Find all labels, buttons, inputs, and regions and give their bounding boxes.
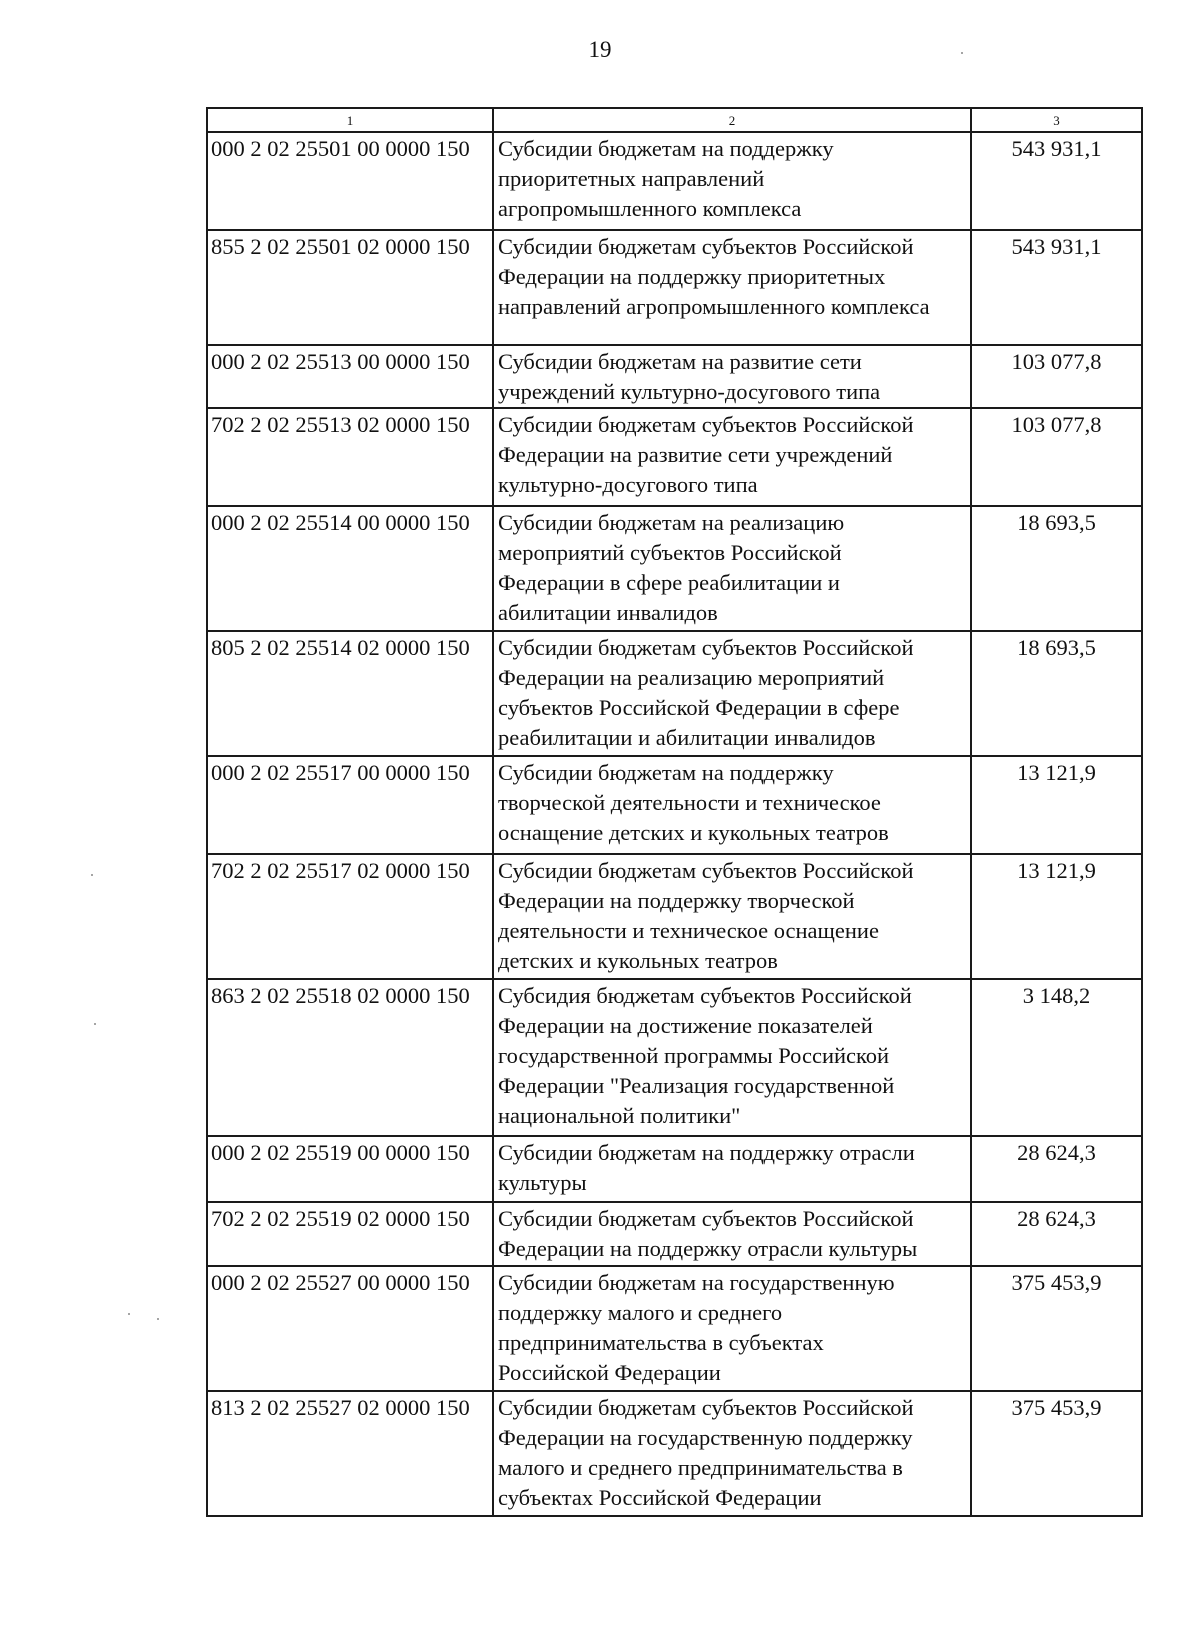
description-line: Субсидии бюджетам на поддержку отрасли — [498, 1140, 915, 1165]
description-line: Субсидия бюджетам субъектов Российской — [498, 983, 912, 1008]
description-line: Федерации на поддержку приоритетных — [498, 264, 886, 289]
amount-value: 13 121,9 — [971, 854, 1142, 979]
description-line: Федерации в сфере реабилитации и — [498, 570, 840, 595]
description-line: Субсидии бюджетам на реализацию — [498, 510, 845, 535]
amount-value: 13 121,9 — [971, 756, 1142, 854]
income-description — [493, 979, 971, 1136]
income-description — [493, 756, 971, 854]
income-description — [493, 132, 971, 230]
income-description — [493, 631, 971, 756]
header-col-3: 3 — [971, 108, 1142, 132]
description-line: субъектах Российской Федерации — [498, 1485, 822, 1510]
income-description — [493, 1202, 971, 1266]
amount-value: 375 453,9 — [971, 1266, 1142, 1391]
budget-code: 813 2 02 25527 02 0000 150 — [207, 1391, 493, 1516]
table-row — [207, 979, 1142, 1136]
table-row — [207, 1391, 1142, 1516]
description-line: Субсидии бюджетам субъектов Российской — [498, 635, 914, 660]
description-line: реабилитации и абилитации инвалидов — [498, 725, 876, 750]
budget-code: 000 2 02 25527 00 0000 150 — [207, 1266, 493, 1391]
budget-code: 000 2 02 25517 00 0000 150 — [207, 756, 493, 854]
description-line: культуры — [498, 1170, 587, 1195]
amount-value: 28 624,3 — [971, 1136, 1142, 1202]
description-line: агропромышленного комплекса — [498, 196, 802, 221]
description-line: направлений агропромышленного комплекса — [498, 294, 930, 319]
income-description — [493, 1136, 971, 1202]
description-line: Федерации на достижение показателей — [498, 1013, 873, 1038]
description-line: мероприятий субъектов Российской — [498, 540, 842, 565]
budget-code: 000 2 02 25514 00 0000 150 — [207, 506, 493, 631]
income-description — [493, 408, 971, 506]
description-line: Субсидии бюджетам на государственную — [498, 1270, 895, 1295]
description-line: Субсидии бюджетам на поддержку — [498, 760, 834, 785]
description-line: Федерации на государственную поддержку — [498, 1425, 913, 1450]
income-description — [493, 1266, 971, 1391]
budget-code: 000 2 02 25519 00 0000 150 — [207, 1136, 493, 1202]
description-line: предпринимательства в субъектах — [498, 1330, 824, 1355]
table-row — [207, 1136, 1142, 1202]
page-number: 19 — [588, 37, 612, 62]
scan-speck — [157, 1318, 159, 1320]
header-col-1: 1 — [207, 108, 493, 132]
amount-value: 18 693,5 — [971, 506, 1142, 631]
table-row — [207, 631, 1142, 756]
table-row — [207, 506, 1142, 631]
amount-value: 3 148,2 — [971, 979, 1142, 1136]
table-row — [207, 230, 1142, 345]
amount-value: 103 077,8 — [971, 345, 1142, 408]
description-line: Российской Федерации — [498, 1360, 721, 1385]
amount-value: 28 624,3 — [971, 1202, 1142, 1266]
table-row — [207, 1266, 1142, 1391]
budget-code: 805 2 02 25514 02 0000 150 — [207, 631, 493, 756]
description-line: национальной политики" — [498, 1103, 741, 1128]
description-line: оснащение детских и кукольных театров — [498, 820, 889, 845]
description-line: Субсидии бюджетам субъектов Российской — [498, 234, 914, 259]
description-line: Субсидии бюджетам на поддержку — [498, 136, 834, 161]
amount-value: 375 453,9 — [971, 1391, 1142, 1516]
budget-code: 702 2 02 25517 02 0000 150 — [207, 854, 493, 979]
table-row — [207, 132, 1142, 230]
scan-speck — [128, 1313, 130, 1315]
table-row — [207, 408, 1142, 506]
budget-code: 863 2 02 25518 02 0000 150 — [207, 979, 493, 1136]
scan-speck — [94, 1023, 96, 1025]
description-line: Федерации на реализацию мероприятий — [498, 665, 885, 690]
description-line: Федерации "Реализация государственной — [498, 1073, 895, 1098]
description-line: учреждений культурно-досугового типа — [498, 379, 881, 404]
description-line: малого и среднего предпринимательства в — [498, 1455, 903, 1480]
description-line: творческой деятельности и техническое — [498, 790, 881, 815]
description-line: Субсидии бюджетам субъектов Российской — [498, 1206, 914, 1231]
header-row — [207, 108, 1142, 132]
table-header — [207, 108, 1142, 132]
description-line: приоритетных направлений — [498, 166, 765, 191]
budget-code: 702 2 02 25513 02 0000 150 — [207, 408, 493, 506]
description-line: деятельности и техническое оснащение — [498, 918, 879, 943]
description-line: государственной программы Российской — [498, 1043, 890, 1068]
budget-code: 000 2 02 25501 00 0000 150 — [207, 132, 493, 230]
description-line: Субсидии бюджетам субъектов Российской — [498, 412, 914, 437]
amount-value: 18 693,5 — [971, 631, 1142, 756]
description-line: Федерации на поддержку творческой — [498, 888, 855, 913]
description-line: детских и кукольных театров — [498, 948, 778, 973]
description-line: Субсидии бюджетам на развитие сети — [498, 349, 862, 374]
description-line: субъектов Российской Федерации в сфере — [498, 695, 900, 720]
amount-value: 543 931,1 — [971, 230, 1142, 345]
budget-code: 855 2 02 25501 02 0000 150 — [207, 230, 493, 345]
income-description — [493, 345, 971, 408]
scan-speck — [961, 52, 963, 54]
table-body — [207, 132, 1142, 1516]
header-col-2: 2 — [493, 108, 971, 132]
table-row — [207, 854, 1142, 979]
description-line: Федерации на поддержку отрасли культуры — [498, 1236, 918, 1261]
description-line: Субсидии бюджетам субъектов Российской — [498, 858, 914, 883]
budget-code: 702 2 02 25519 02 0000 150 — [207, 1202, 493, 1266]
description-line: поддержку малого и среднего — [498, 1300, 783, 1325]
table-row — [207, 1202, 1142, 1266]
income-description — [493, 854, 971, 979]
amount-value: 543 931,1 — [971, 132, 1142, 230]
description-line: культурно-досугового типа — [498, 472, 758, 497]
description-line: Субсидии бюджетам субъектов Российской — [498, 1395, 914, 1420]
budget-table — [206, 107, 1143, 1517]
income-description — [493, 506, 971, 631]
table-row — [207, 756, 1142, 854]
description-line: абилитации инвалидов — [498, 600, 718, 625]
budget-code: 000 2 02 25513 00 0000 150 — [207, 345, 493, 408]
amount-value: 103 077,8 — [971, 408, 1142, 506]
table-row — [207, 345, 1142, 408]
description-line: Федерации на развитие сети учреждений — [498, 442, 893, 467]
income-description — [493, 1391, 971, 1516]
income-description — [493, 230, 971, 345]
scan-speck — [91, 874, 93, 876]
